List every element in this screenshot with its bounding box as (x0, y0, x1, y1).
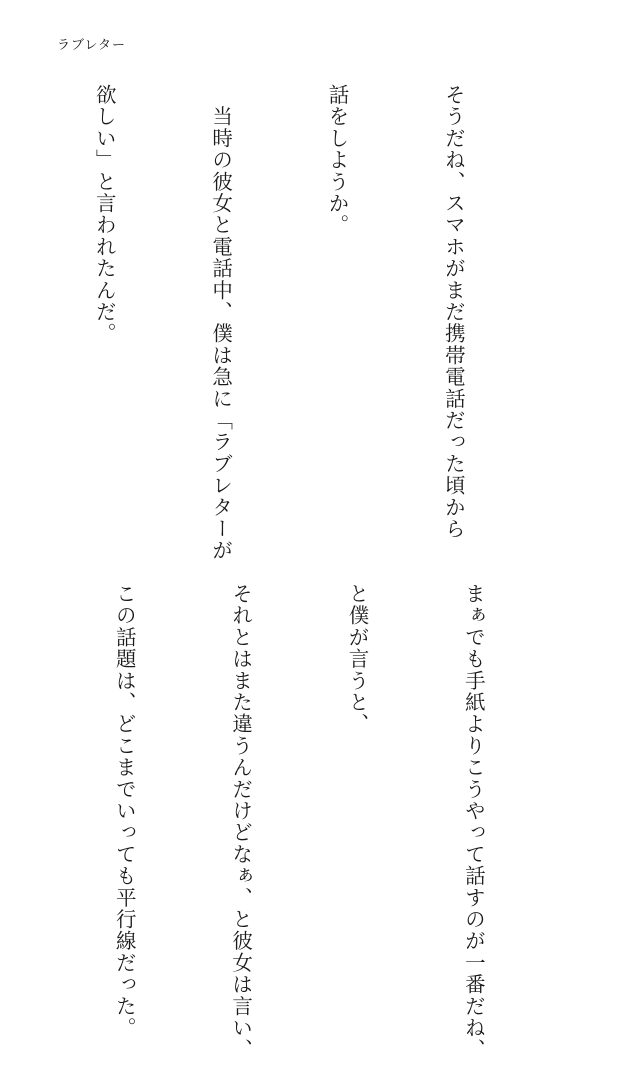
text-line: 話をしようか。 (325, 84, 350, 236)
text-line: まぁでも手紙よりこうやって話すのが一番だね、 (461, 583, 486, 1061)
text-line: 欲しい」と言われたんだ。 (92, 84, 117, 345)
text-line: この話題は、どこまでいっても平行線だった。 (112, 583, 137, 1039)
text-line: 当時の彼女と電話中、僕は急に「ラブレターが (208, 84, 233, 562)
upper-text-block (0, 84, 550, 562)
blank-line (0, 84, 7, 539)
lower-text-block (0, 583, 570, 1061)
text-line: それとはまた違うんだけどなぁ、と彼女は言い、 (228, 583, 253, 1061)
blank-line (0, 583, 27, 1038)
text-line: そうだね、スマホがまだ携帯電話だった頃から (441, 84, 466, 540)
text-line: と僕が言うと、 (345, 583, 370, 735)
running-title: ラブレター (57, 38, 126, 53)
